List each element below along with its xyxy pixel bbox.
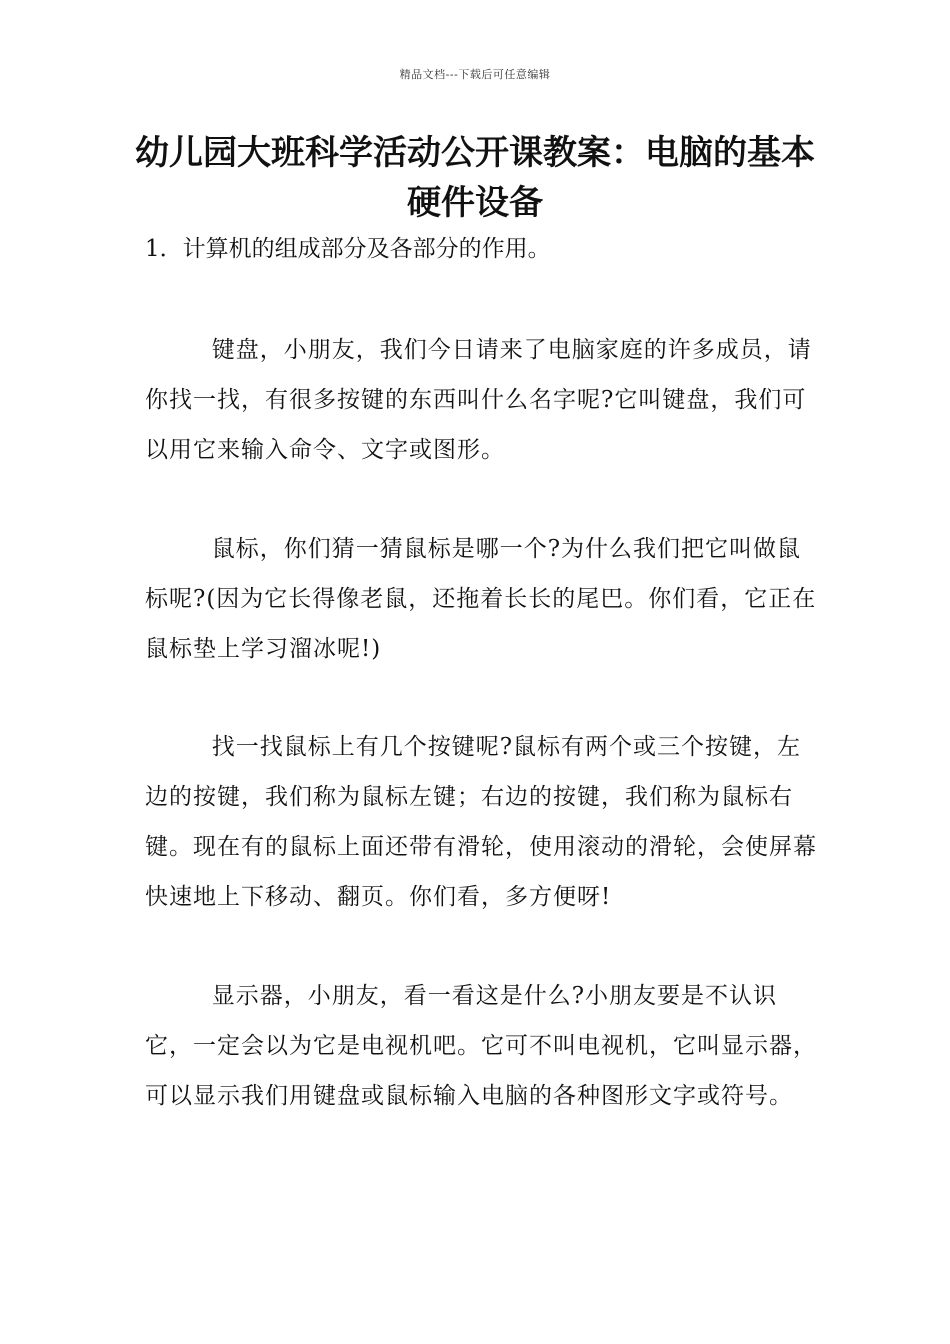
section-heading: 1．计算机的组成部分及各部分的作用。 [145,236,551,262]
paragraph-keyboard: 键盘，小朋友，我们今日请来了电脑家庭的许多成员，请你找一找，有很多按键的东西叫什么名字呢?它叫键盘，我们可以用它来输入命令、文字或图形。 [145,337,812,463]
document-title: 幼儿园大班科学活动公开课教案：电脑的基本硬件设备 [135,133,815,223]
page-header: 精品文档---下载后可任意编辑 [399,68,551,81]
paragraph-mouse: 鼠标，你们猜一猜鼠标是哪一个?为什么我们把它叫做鼠标呢?(因为它长得像老鼠，还拖着长长的尾巴。你们看，它正在鼠标垫上学习溜冰呢!) [145,536,817,662]
paragraph-monitor: 显示器，小朋友，看一看这是什么?小朋友要是不认识它，一定会以为它是电视机吧。它可不叫电视机，它叫显示器，可以显示我们用键盘或鼠标输入电脑的各种图形文字或符号。 [145,983,817,1109]
paragraph-mouse-buttons: 找一找鼠标上有几个按键呢?鼠标有两个或三个按键，左边的按键，我们称为鼠标左键；右边的按键，我们称为鼠标右键。现在有的鼠标上面还带有滑轮，使用滚动的滑轮，会使屏幕快速地上下移动、翻页。你们看，多方便呀! [145,734,817,910]
